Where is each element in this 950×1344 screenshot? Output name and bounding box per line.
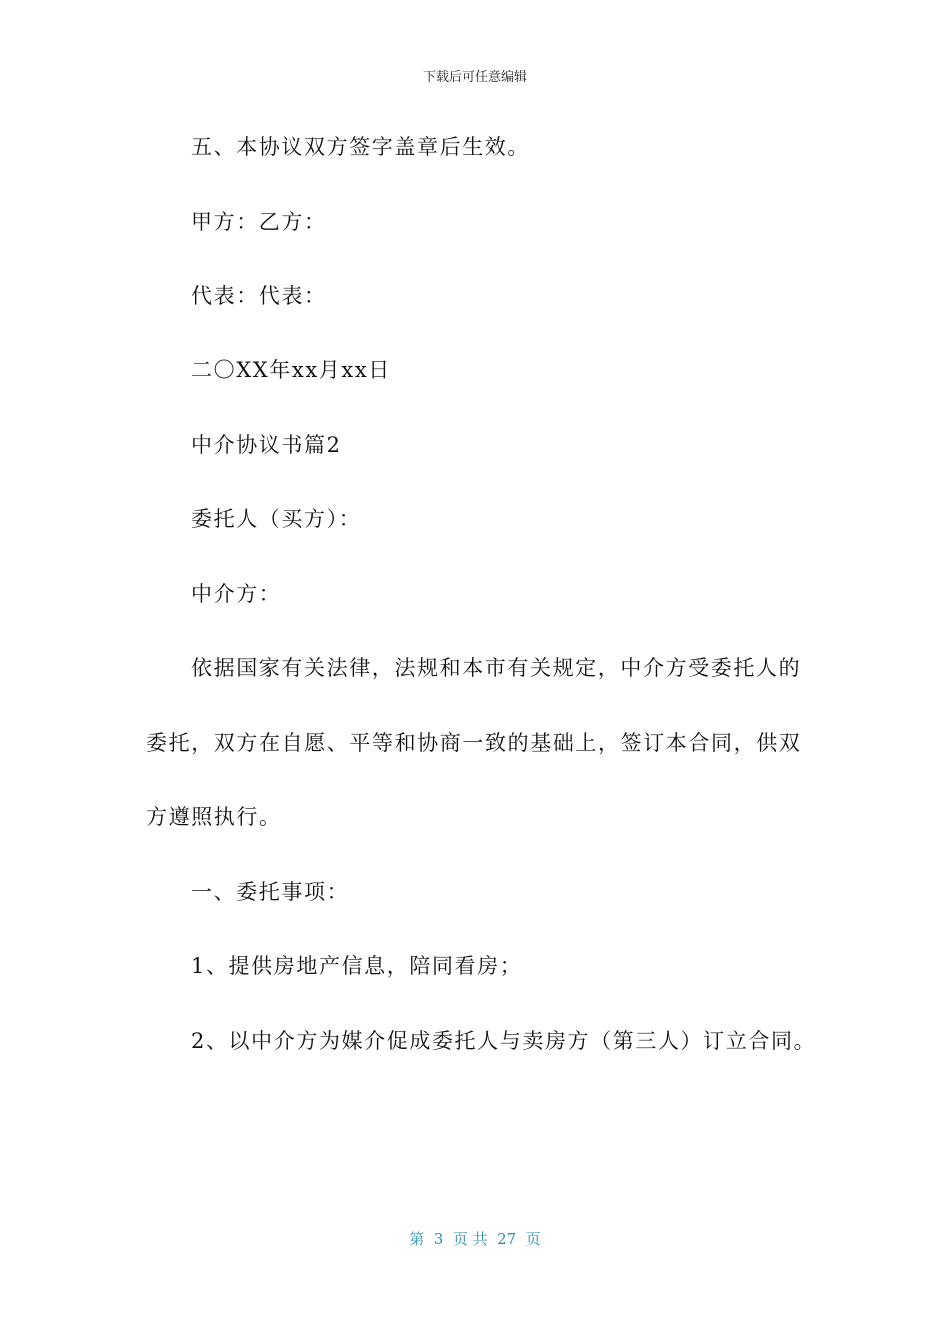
party-signature-line: 甲方：乙方： [191,210,327,234]
header-note: 下载后可任意编辑 [422,70,527,85]
client-line: 委托人（买方）： [191,507,362,531]
entrusted-matters-heading: 一、委托事项： [191,880,350,904]
paragraph-line-3: 方遵照执行。 [146,805,282,829]
page-number: 第 3 页 共 27 页 [409,1230,541,1248]
clause-effective: 五、本协议双方签字盖章后生效。 [191,135,530,159]
agent-line: 中介方： [191,582,282,606]
matter-item-1: 1、提供房地产信息，陪同看房； [191,954,523,978]
matter-item-2: 2、以中介方为媒介促成委托人与卖房方（第三人）订立合同。 [191,1029,817,1053]
section-title: 中介协议书篇2 [191,433,342,457]
date-line: 二〇XX年xx月xx日 [191,358,391,382]
paragraph-line-1: 依据国家有关法律，法规和本市有关规定，中介方受委托人的 [191,656,802,680]
representative-line: 代表：代表： [191,284,327,308]
paragraph-line-2: 委托，双方在自愿、平等和协商一致的基础上，签订本合同，供双 [146,731,802,755]
